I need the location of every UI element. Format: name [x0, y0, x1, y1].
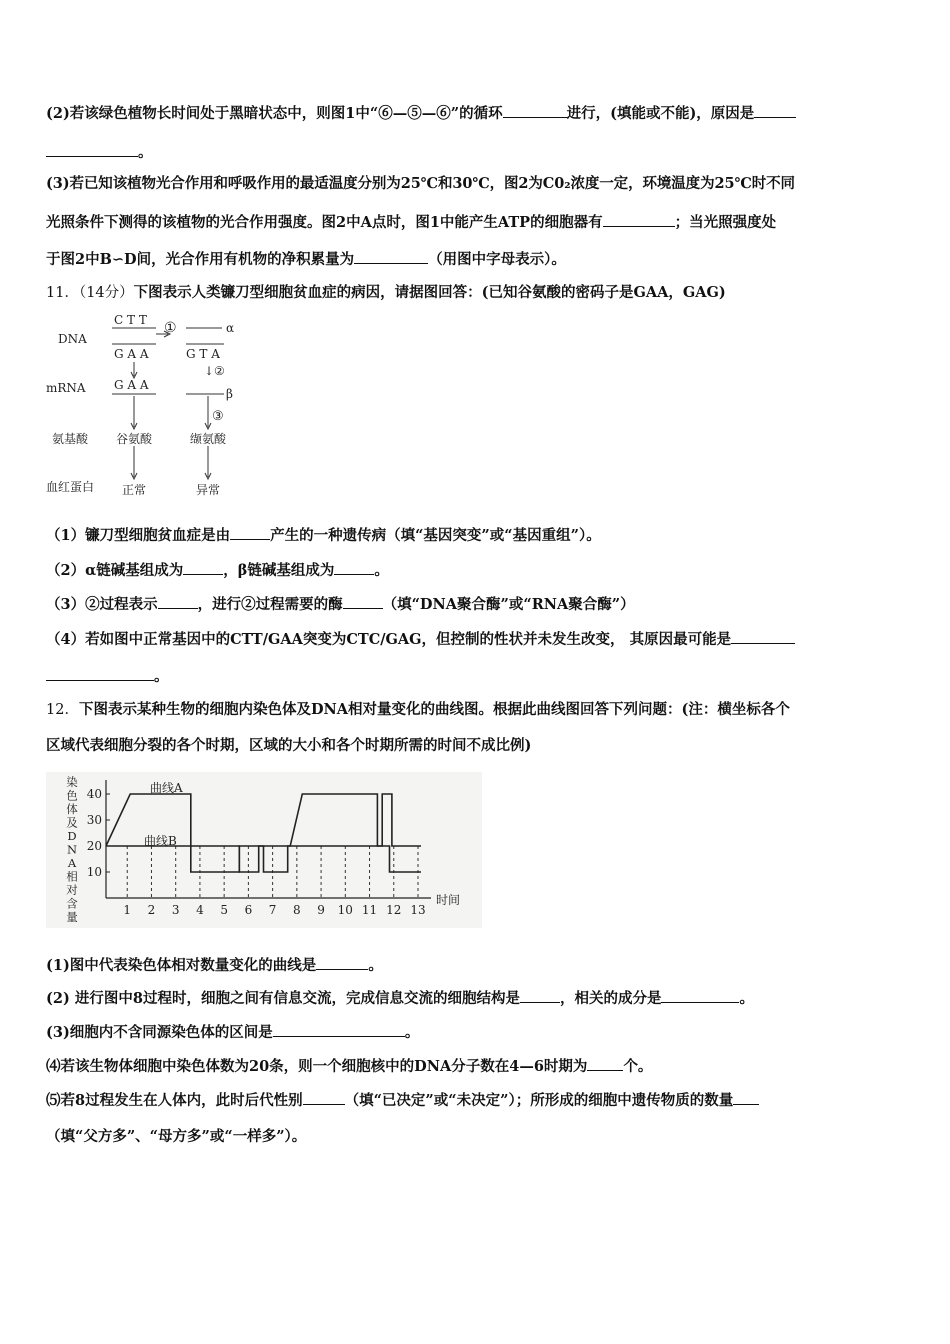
answer-blank[interactable]: [354, 249, 428, 264]
chart-canvas: [46, 772, 482, 928]
x-tick-label: 8: [293, 903, 301, 917]
x-tick-label: 7: [268, 903, 277, 917]
q12-sub3: (3)细胞内不含同源染色体的区间是 。: [46, 1024, 420, 1041]
q10-part2-line2: 。: [46, 142, 153, 163]
row-label-amino-acid: 氨基酸: [52, 432, 89, 446]
dna-strand-ctt: C T T: [114, 313, 147, 327]
y-tick-label: 30: [86, 813, 102, 827]
chromosome-dna-chart: [46, 772, 482, 928]
y-axis-label-char: 量: [66, 910, 78, 924]
y-axis-label: [66, 775, 78, 924]
hemoglobin-abnormal: 异常: [196, 483, 221, 497]
row-label-dna: DNA: [58, 332, 87, 346]
beta-label: β: [226, 387, 233, 401]
y-tick-label: 20: [86, 839, 102, 853]
answer-blank[interactable]: [733, 1090, 759, 1105]
x-tick-label: 10: [337, 903, 353, 917]
q10-part2-line1: (2)若该绿色植物长时间处于黑暗状态中，则图1中“⑥—⑤—⑥”的循环 进行，(填能或不能)，原因是: [46, 103, 796, 124]
answer-blank[interactable]: [316, 955, 368, 970]
x-tick-label: 3: [171, 903, 180, 917]
q12-sub2: (2) 进行图中8过程时，细胞之间有信息交流，完成信息交流的细胞结构是 ，相关的成分是 。: [46, 990, 754, 1007]
y-tick-label: 10: [86, 865, 102, 879]
mrna-gaa: G A A: [114, 378, 149, 392]
dna-strand-gta: G T A: [186, 347, 220, 361]
y-axis-label-char: 体: [66, 802, 78, 816]
q11-sub2: （2）α链碱基组成为 ，β链碱基组成为 。: [46, 562, 389, 579]
y-axis-label-char: 对: [66, 883, 78, 897]
sickle-cell-diagram: [44, 312, 284, 502]
q10-part3-line2: 光照条件下测得的该植物的光合作用强度。图2中A点时，图1中能产生ATP的细胞器有 ；当光照强度处: [46, 214, 777, 231]
step-1-marker: ①: [164, 320, 177, 336]
q11-sub4-cont: 。: [46, 666, 169, 687]
answer-blank[interactable]: [46, 666, 154, 681]
q11-sub3: （3）②过程表示 ，进行②过程需要的酶 （填“DNA聚合酶”或“RNA聚合酶”）: [46, 596, 635, 613]
q11-intro: 11．（14分）下图表示人类镰刀型细胞贫血症的病因，请据图回答：(已知谷氨酸的密码子是GAA，GAG): [46, 284, 726, 301]
x-tick-label: 5: [220, 903, 228, 917]
x-tick-label: 1: [123, 903, 132, 917]
x-ticks: [123, 903, 425, 917]
answer-blank[interactable]: [520, 988, 560, 1003]
amino-glutamate: 谷氨酸: [116, 432, 153, 446]
q12-sub4: ⑷若该生物体细胞中染色体数为20条，则一个细胞核中的DNA分子数在4—6时期为 个。: [46, 1058, 653, 1075]
series-label-curve-a: 曲线A: [150, 781, 183, 795]
x-axis-label: 时间: [436, 893, 461, 907]
hemoglobin-normal: 正常: [122, 483, 147, 497]
answer-blank[interactable]: [158, 594, 198, 609]
answer-blank[interactable]: [661, 988, 739, 1003]
answer-blank[interactable]: [754, 103, 796, 118]
y-axis-label-char: 及: [66, 815, 78, 830]
q12-intro-line1: 12．下图表示某种生物的细胞内染色体及DNA相对量变化的曲线图。根据此曲线图回答下列问题：(注：横坐标各个: [46, 701, 790, 718]
alpha-label: α: [226, 321, 235, 335]
y-axis-label-char: N: [66, 842, 78, 857]
dna-strand-gaa: G A A: [114, 347, 149, 361]
x-tick-label: 4: [196, 903, 204, 917]
answer-blank[interactable]: [603, 212, 675, 227]
row-label-mrna: mRNA: [46, 381, 86, 395]
answer-blank[interactable]: [587, 1056, 623, 1071]
answer-blank[interactable]: [503, 103, 567, 118]
answer-blank[interactable]: [731, 629, 795, 644]
x-tick-label: 2: [147, 903, 156, 917]
answer-blank[interactable]: [334, 560, 374, 575]
x-tick-label: 9: [317, 903, 325, 917]
x-tick-label: 11: [361, 903, 378, 917]
y-tick-label: 40: [86, 787, 102, 801]
step-2-marker: ↓②: [204, 364, 225, 378]
q11-sub1: （1）镰刀型细胞贫血症是由 产生的一种遗传病（填“基因突变”或“基因重组”）。: [46, 527, 601, 544]
x-tick-label: 12: [386, 903, 402, 917]
answer-blank[interactable]: [343, 594, 383, 609]
y-axis-label-char: D: [67, 829, 77, 843]
x-tick-label: 13: [410, 903, 426, 917]
q12-intro-line2: 区域代表细胞分裂的各个时期，区域的大小和各个时期所需的时间不成比例): [46, 737, 532, 754]
q10-part3-line3: 于图2中B∽D间，光合作用有机物的净积累量为 （用图中字母表示）。: [46, 251, 566, 268]
series-line-curve-b: [106, 794, 421, 872]
answer-blank[interactable]: [183, 560, 223, 575]
answer-blank[interactable]: [303, 1090, 345, 1105]
amino-valine: 缬氨酸: [190, 432, 227, 446]
q12-sub1: (1)图中代表染色体相对数量变化的曲线是 。: [46, 957, 383, 974]
q11-sub4: （4）若如图中正常基因中的CTT/GAA突变为CTC/GAG，但控制的性状并未发生改变， 其原因最可能是: [46, 629, 795, 650]
answer-blank[interactable]: [230, 525, 270, 540]
x-tick-label: 6: [244, 903, 253, 917]
q12-sub5: ⑸若8过程发生在人体内，此时后代性别 （填“已决定”或“未决定”）；所形成的细胞中遗传物质的数量: [46, 1090, 759, 1111]
q12-sub5-cont: （填“父方多”、“母方多”或“一样多”）。: [46, 1128, 307, 1145]
answer-blank[interactable]: [46, 142, 138, 157]
step-3-marker: ③: [212, 409, 224, 424]
y-axis-label-char: 色: [66, 788, 78, 803]
q10-part3-line1: (3)若已知该植物光合作用和呼吸作用的最适温度分别为25℃和30℃，图2为C0₂浓度一定，环境温度为25℃时不同: [46, 175, 795, 192]
y-axis-label-char: 染: [66, 775, 78, 789]
answer-blank[interactable]: [273, 1022, 405, 1037]
y-axis-label-char: 相: [66, 869, 78, 884]
y-axis-label-char: A: [67, 856, 77, 870]
series-label-curve-b: 曲线B: [144, 834, 177, 848]
y-axis-label-char: 含: [66, 896, 78, 911]
row-label-hemoglobin: 血红蛋白: [46, 480, 95, 494]
